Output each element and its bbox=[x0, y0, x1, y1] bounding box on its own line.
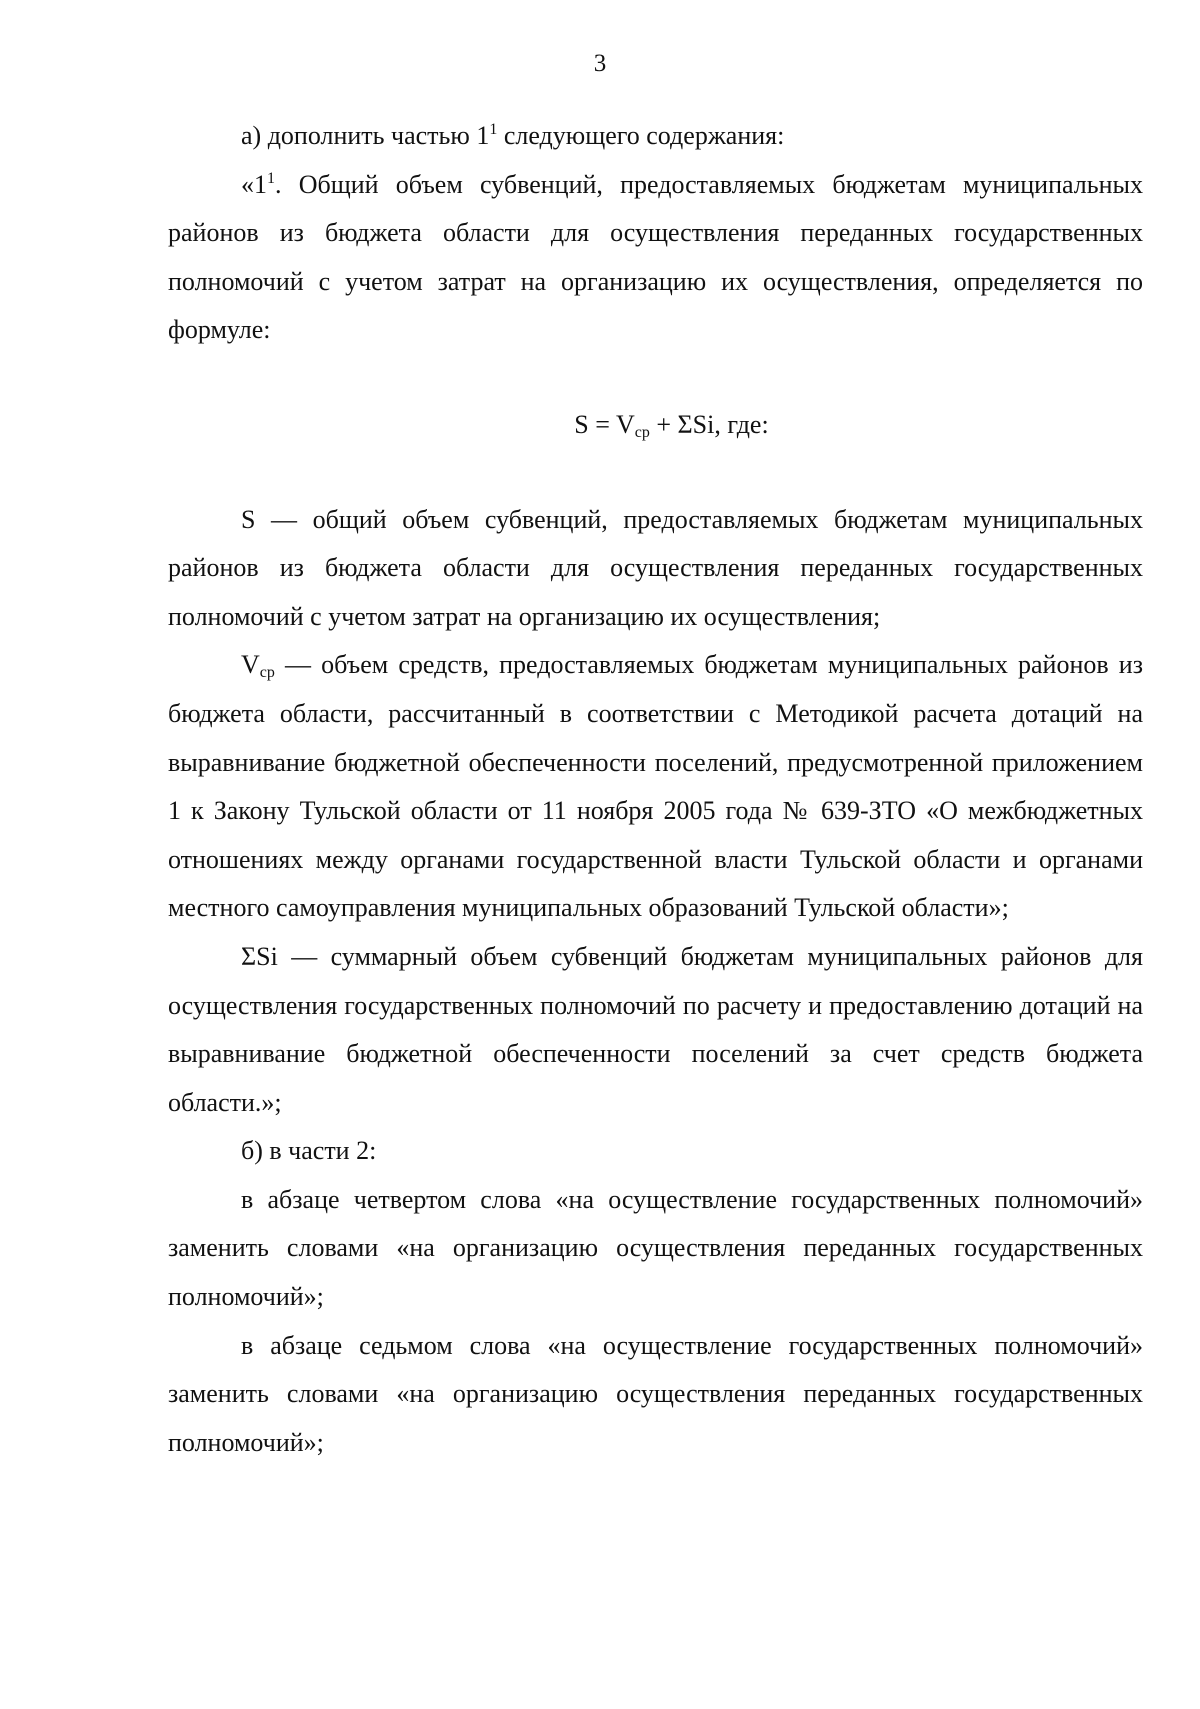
definition-s-text: S — общий объем субвенций, предоставляемых бюджетам муниципальных районов из бюджета области для осуществления переданных государственных полномочий с учетом затрат на организацию их осуществления; bbox=[168, 504, 1143, 631]
paragraph-a-text: а) дополнить частью 1 bbox=[241, 121, 490, 150]
part-1-1-text: . Общий объем субвенций, предоставляемых бюджетам муниципальных районов из бюджета области для осуществления переданных государственных полномочий с учетом затрат на организацию их осуществления, определяется по формуле: bbox=[168, 169, 1143, 345]
document-body bbox=[168, 112, 1143, 1467]
definition-v-subscript: ср bbox=[259, 664, 275, 682]
formula-lhs: S = V bbox=[574, 409, 635, 439]
paragraph-abzats-4 bbox=[168, 1176, 1143, 1322]
formula bbox=[168, 401, 1143, 450]
part-1-1-prefix: «1 bbox=[241, 169, 267, 199]
abzats-7-text: в абзаце седьмом слова «на осуществление государственных полномочий» заменить словами «на организацию осуществления переданных государственных полномочий»; bbox=[168, 1330, 1143, 1457]
paragraph-b-text: б) в части 2: bbox=[241, 1136, 377, 1166]
definition-v-text: — объем средств, предоставляемых бюджетам муниципальных районов из бюджета области, рассчитанный в соответствии с Методикой расчета дотаций на выравнивание бюджетной обеспеченности поселений, предусмотренной приложением 1 к Закону Тульской области от 11 ноября 2005 года № 639-ЗТО «О межбюджетных отношениях между органами государственной власти Тульской области и органами местного самоуправления муниципальных образований Тульской области»; bbox=[168, 650, 1143, 923]
definition-s bbox=[168, 496, 1143, 642]
formula-rhs: + ΣSi, где: bbox=[649, 409, 769, 439]
paragraph-a bbox=[168, 112, 1143, 161]
paragraph-a-tail: следующего содержания: bbox=[497, 121, 785, 150]
paragraph-part-1-1 bbox=[168, 161, 1143, 355]
abzats-4-text: в абзаце четвертом слова «на осуществление государственных полномочий» заменить словами «на организацию осуществления переданных государственных полномочий»; bbox=[168, 1184, 1143, 1312]
formula-subscript: ср bbox=[634, 423, 650, 441]
definition-sum-text: ΣSi — суммарный объем субвенций бюджетам муниципальных районов для осуществления государственных полномочий по расчету и предоставлению дотаций на выравнивание бюджетной обеспеченности поселений за счет средств бюджета области.»; bbox=[168, 941, 1143, 1117]
spacer bbox=[168, 450, 1143, 496]
definition-v-symbol: V bbox=[241, 650, 260, 680]
definition-v bbox=[168, 641, 1143, 933]
spacer bbox=[168, 355, 1143, 401]
paragraph-b bbox=[168, 1127, 1143, 1176]
part-1-1-superscript: 1 bbox=[267, 169, 275, 187]
page-number: 3 bbox=[593, 50, 607, 77]
definition-sum bbox=[168, 933, 1143, 1127]
paragraph-abzats-7 bbox=[168, 1322, 1143, 1468]
paragraph-a-superscript: 1 bbox=[489, 121, 498, 138]
